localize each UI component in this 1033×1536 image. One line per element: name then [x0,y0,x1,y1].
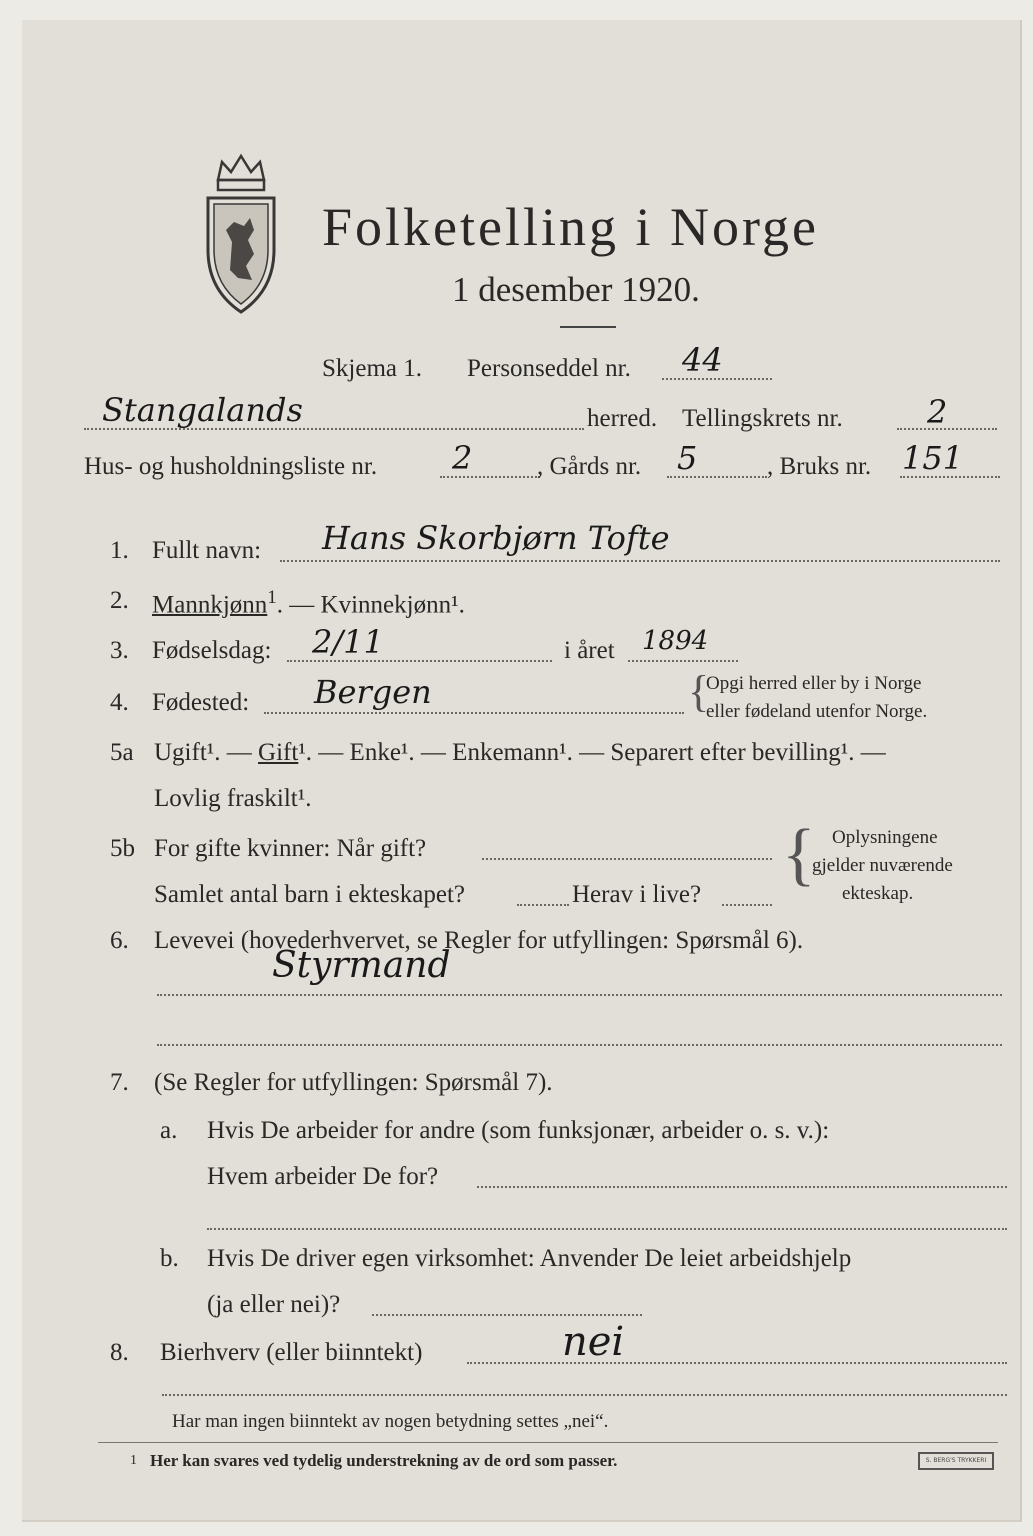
q5a-number: 5a [110,739,134,766]
q7a-text: Hvis De arbeider for andre (som funksjonær, arbeider o. s. v.): [207,1117,830,1144]
option-others[interactable]: ¹. — Enke¹. — Enkemann¹. — Separert efter bevilling¹. — [298,739,886,766]
footer-rule [98,1442,998,1443]
q7b-letter: b. [160,1245,179,1272]
q5b-brace: { [782,816,816,893]
q5b-line1 [482,858,772,860]
q4-note-line2: eller fødeland utenfor Norge. [706,701,928,722]
option-ugift[interactable]: Ugift¹. — [154,739,252,766]
q6-line1 [157,994,1002,996]
q7a-line1 [477,1186,1007,1188]
birthplace-value[interactable]: Bergen [314,673,432,711]
herred-value[interactable]: Stangalands [102,391,303,429]
personseddel-label: Personseddel nr. [467,355,631,382]
q7b-text: Hvis De driver egen virksomhet: Anvender De leiet arbeidshjelp [207,1245,852,1272]
q5b-line3 [722,904,772,906]
q7-label: (Se Regler for utfyllingen: Spørsmål 7). [154,1069,553,1096]
option-gift[interactable]: Gift [258,739,299,766]
full-name-value[interactable]: Hans Skorbjørn Tofte [322,519,670,557]
marital-options[interactable] [154,740,886,765]
q5b-note-line2: gjelder nuværende [812,855,953,876]
census-form [22,20,1022,1522]
q8-line2 [162,1394,1007,1396]
q6-number: 6. [110,927,129,954]
footnote-text: Her kan svares ved tydelig understrekning av de ord som passer. [150,1451,618,1470]
tellingskrets-value[interactable]: 2 [927,393,948,431]
hus-value[interactable]: 2 [452,439,473,477]
nei-instruction: Har man ingen biinntekt av nogen betydning settes „nei“. [172,1411,609,1432]
q8-line1 [467,1362,1007,1364]
bruks-value[interactable]: 151 [902,439,964,477]
footnote-mark: 1 [130,1453,137,1468]
q7a-letter: a. [160,1117,178,1144]
q5b-married-when: For gifte kvinner: Når gift? [154,835,427,862]
census-date: 1 desember 1920. [452,270,700,309]
q5b-children: Samlet antal barn i ekteskapet? [154,881,465,908]
printer-stamp: S. BERG'S TRYKKERI [918,1452,994,1470]
option-fraskilt[interactable]: Lovlig fraskilt¹. [154,785,312,812]
q4-label: Fødested: [152,689,250,716]
q1-number: 1. [110,537,129,564]
bruks-label: , Bruks nr. [767,453,872,480]
occupation-value[interactable]: Styrmand [272,945,451,986]
q7a-line2 [207,1228,1007,1230]
skjema-label: Skjema 1. [322,355,422,382]
tellingskrets-label: Tellingskrets nr. [682,405,843,432]
q8-number: 8. [110,1339,129,1366]
secondary-income-value[interactable]: nei [562,1319,625,1365]
gards-label: , Gårds nr. [537,453,642,480]
q4-note-line1: Opgi herred eller by i Norge [706,673,922,694]
gender-options[interactable] [152,588,465,617]
q6-line2 [157,1044,1002,1046]
q4-number: 4. [110,689,129,716]
hus-label: Hus- og husholdningsliste nr. [84,453,378,480]
q5b-number: 5b [110,835,135,862]
form-title: Folketelling i Norge [322,197,819,257]
birth-year-value[interactable]: 1894 [642,626,709,656]
q5b-note-line1: Oplysningene [832,827,938,848]
coat-of-arms-icon [200,150,282,320]
title-rule [560,326,616,328]
option-kvinnekjonn[interactable]: . — Kvinnekjønn¹. [276,591,465,619]
tellingskrets-line [897,428,997,430]
q4-brace: { [688,667,710,716]
q7b-line [372,1314,642,1316]
q1-label: Fullt navn: [152,537,262,564]
q5b-alive: Herav i live? [572,881,702,908]
herred-label: herred. [587,405,658,432]
q3-number: 3. [110,637,129,664]
q5b-note-line3: ekteskap. [842,883,914,904]
q1-line [280,560,1000,562]
footnote-ref: 1 [267,587,277,608]
q3-label: Fødselsdag: [152,637,272,664]
q2-number: 2. [110,587,129,614]
q7a-question: Hvem arbeider De for? [207,1163,439,1190]
q8-label: Bierhverv (eller biinntekt) [160,1339,423,1366]
gards-value[interactable]: 5 [677,439,698,477]
q4-line [264,712,684,714]
q7-number: 7. [110,1069,129,1096]
year-line [628,660,738,662]
q7b-question: (ja eller nei)? [207,1291,341,1318]
option-mannkjonn[interactable]: Mannkjønn [152,591,268,619]
birth-date-value[interactable]: 2/11 [312,623,384,661]
year-label: i året [564,637,615,664]
personseddel-value[interactable]: 44 [682,341,723,379]
q6-label: Levevei (hovederhvervet, se Regler for utfyllingen: Spørsmål 6). [154,927,804,954]
q5b-line2 [517,904,569,906]
